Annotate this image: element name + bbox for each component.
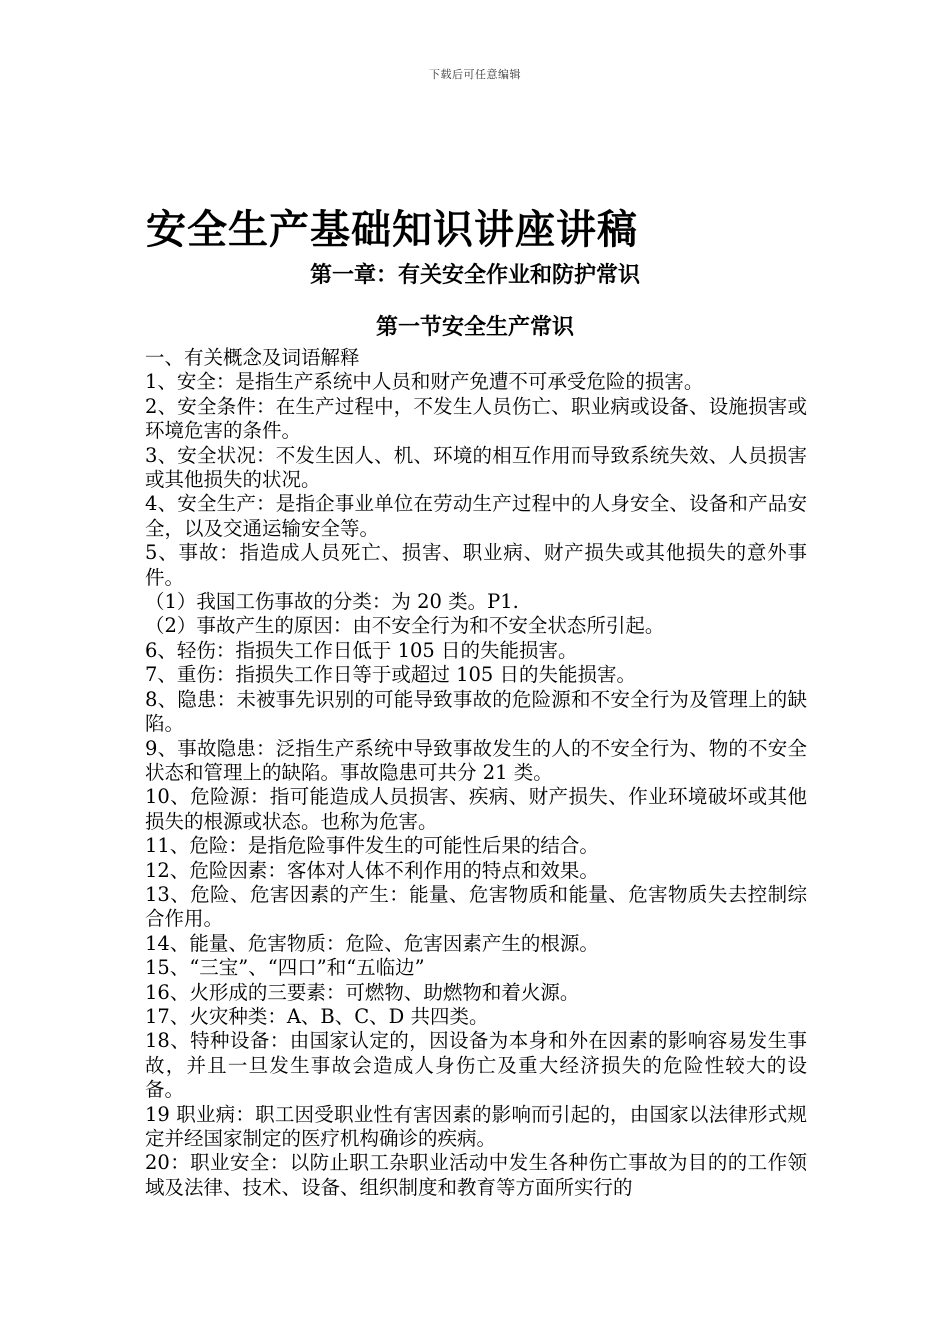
section-heading: 第一节安全生产常识 <box>375 315 574 340</box>
paragraph: 10、危险源：指可能造成人员损害、疾病、财产损失、作业环境破坏或其他损失的根源或状态。也称为危害。 <box>145 785 807 833</box>
paragraph: 18、特种设备：由国家认定的，因设备为本身和外在因素的影响容易发生事故，并且一旦发生事故会造成人身伤亡及重大经济损失的危险性较大的设备。 <box>145 1029 807 1102</box>
paragraph: 14、能量、危害物质：危险、危害因素产生的根源。 <box>145 931 599 955</box>
paragraph: 19 职业病：职工因受职业性有害因素的影响而引起的，由国家以法律形式规定并经国家制定的医疗机构确诊的疾病。 <box>145 1102 807 1150</box>
paragraph: 8、隐患：未被事先识别的可能导致事故的危险源和不安全行为及管理上的缺陷。 <box>145 687 807 736</box>
paragraph: 9、事故隐患：泛指生产系统中导致事故发生的人的不安全行为、物的不安全状态和管理上的缺陷。事故隐患可共分 21 类。 <box>145 736 807 784</box>
paragraph: 2、安全条件：在生产过程中，不发生人员伤亡、职业病或设备、设施损害或环境危害的条件。 <box>145 394 807 443</box>
document-body <box>145 346 807 1200</box>
paragraph: 5、事故：指造成人员死亡、损害、职业病、财产损失或其他损失的意外事件。 <box>145 541 807 589</box>
document-title: 安全生产基础知识讲座讲稿 <box>146 207 638 253</box>
paragraph: 20：职业安全：以防止职工杂职业活动中发生各种伤亡事故为目的的工作领域及法律、技术、设备、组织制度和教育等方面所实行的 <box>145 1151 807 1199</box>
paragraph: 3、安全状况：不发生因人、机、环境的相互作用而导致系统失效、人员损害或其他损失的状况。 <box>145 443 807 492</box>
chapter-heading: 第一章：有关安全作业和防护常识 <box>309 263 640 288</box>
paragraph: 13、危险、危害因素的产生：能量、危害物质和能量、危害物质失去控制综合作用。 <box>145 882 807 931</box>
paragraph: 11、危险：是指危险事件发生的可能性后果的结合。 <box>145 834 599 858</box>
paragraph: 15、“三宝”、“四口”和“五临边” <box>145 956 425 980</box>
paragraph: 6、轻伤：指损失工作日低于 105 日的失能损害。 <box>145 638 578 662</box>
paragraph: 17、火灾种类：A、B、C、D 共四类。 <box>145 1004 489 1028</box>
paragraph: 16、火形成的三要素：可燃物、助燃物和着火源。 <box>145 980 580 1004</box>
paragraph: （2）事故产生的原因：由不安全行为和不安全状态所引起。 <box>145 614 665 638</box>
paragraph: 一、有关概念及词语解释 <box>145 346 360 369</box>
paragraph: 1、安全：是指生产系统中人员和财产免遭不可承受危险的损害。 <box>145 370 704 394</box>
paragraph: 7、重伤：指损失工作日等于或超过 105 日的失能损害。 <box>145 663 637 687</box>
paragraph: （1）我国工伤事故的分类：为 20 类。P1. <box>145 590 519 614</box>
paragraph: 4、安全生产：是指企事业单位在劳动生产过程中的人身安全、设备和产品安全，以及交通运输安全等。 <box>145 492 807 540</box>
page-header-note: 下载后可任意编辑 <box>429 68 521 81</box>
paragraph: 12、危险因素：客体对人体不利作用的特点和效果。 <box>145 858 599 882</box>
